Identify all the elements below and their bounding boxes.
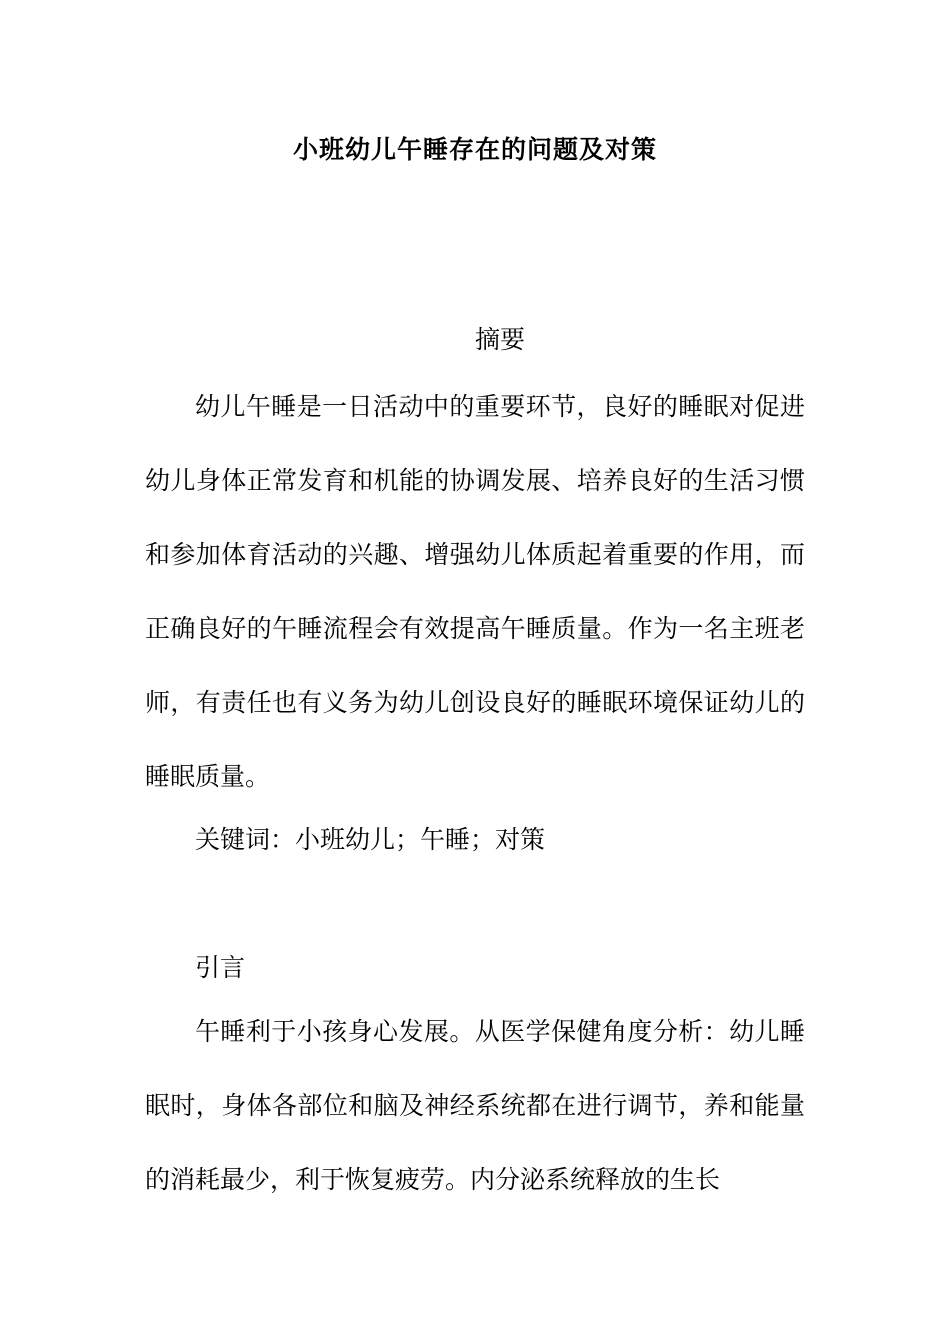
keywords-line: 关键词：小班幼儿；午睡；对策 — [195, 825, 546, 854]
abstract-heading: 摘要 — [474, 325, 525, 354]
document-title: 小班幼儿午睡存在的问题及对策 — [292, 135, 657, 164]
introduction-heading: 引言 — [195, 953, 246, 982]
introduction-paragraph: 午睡利于小孩身心发展。从医学保健角度分析：幼儿睡眠时，身体各部位和脑及神经系统都在进行调节，养和能量的消耗最少，利于恢复疲劳。内分泌系统释放的生长 — [145, 1017, 805, 1194]
abstract-paragraph: 幼儿午睡是一日活动中的重要环节，良好的睡眠对促进幼儿身体正常发育和机能的协调发展、培养良好的生活习惯和参加体育活动的兴趣、增强幼儿体质起着重要的作用，而正确良好的午睡流程会有效提高午睡质量。作为一名主班老师，有责任也有义务为幼儿创设良好的睡眠环境保证幼儿的睡眠质量。 — [145, 392, 805, 791]
